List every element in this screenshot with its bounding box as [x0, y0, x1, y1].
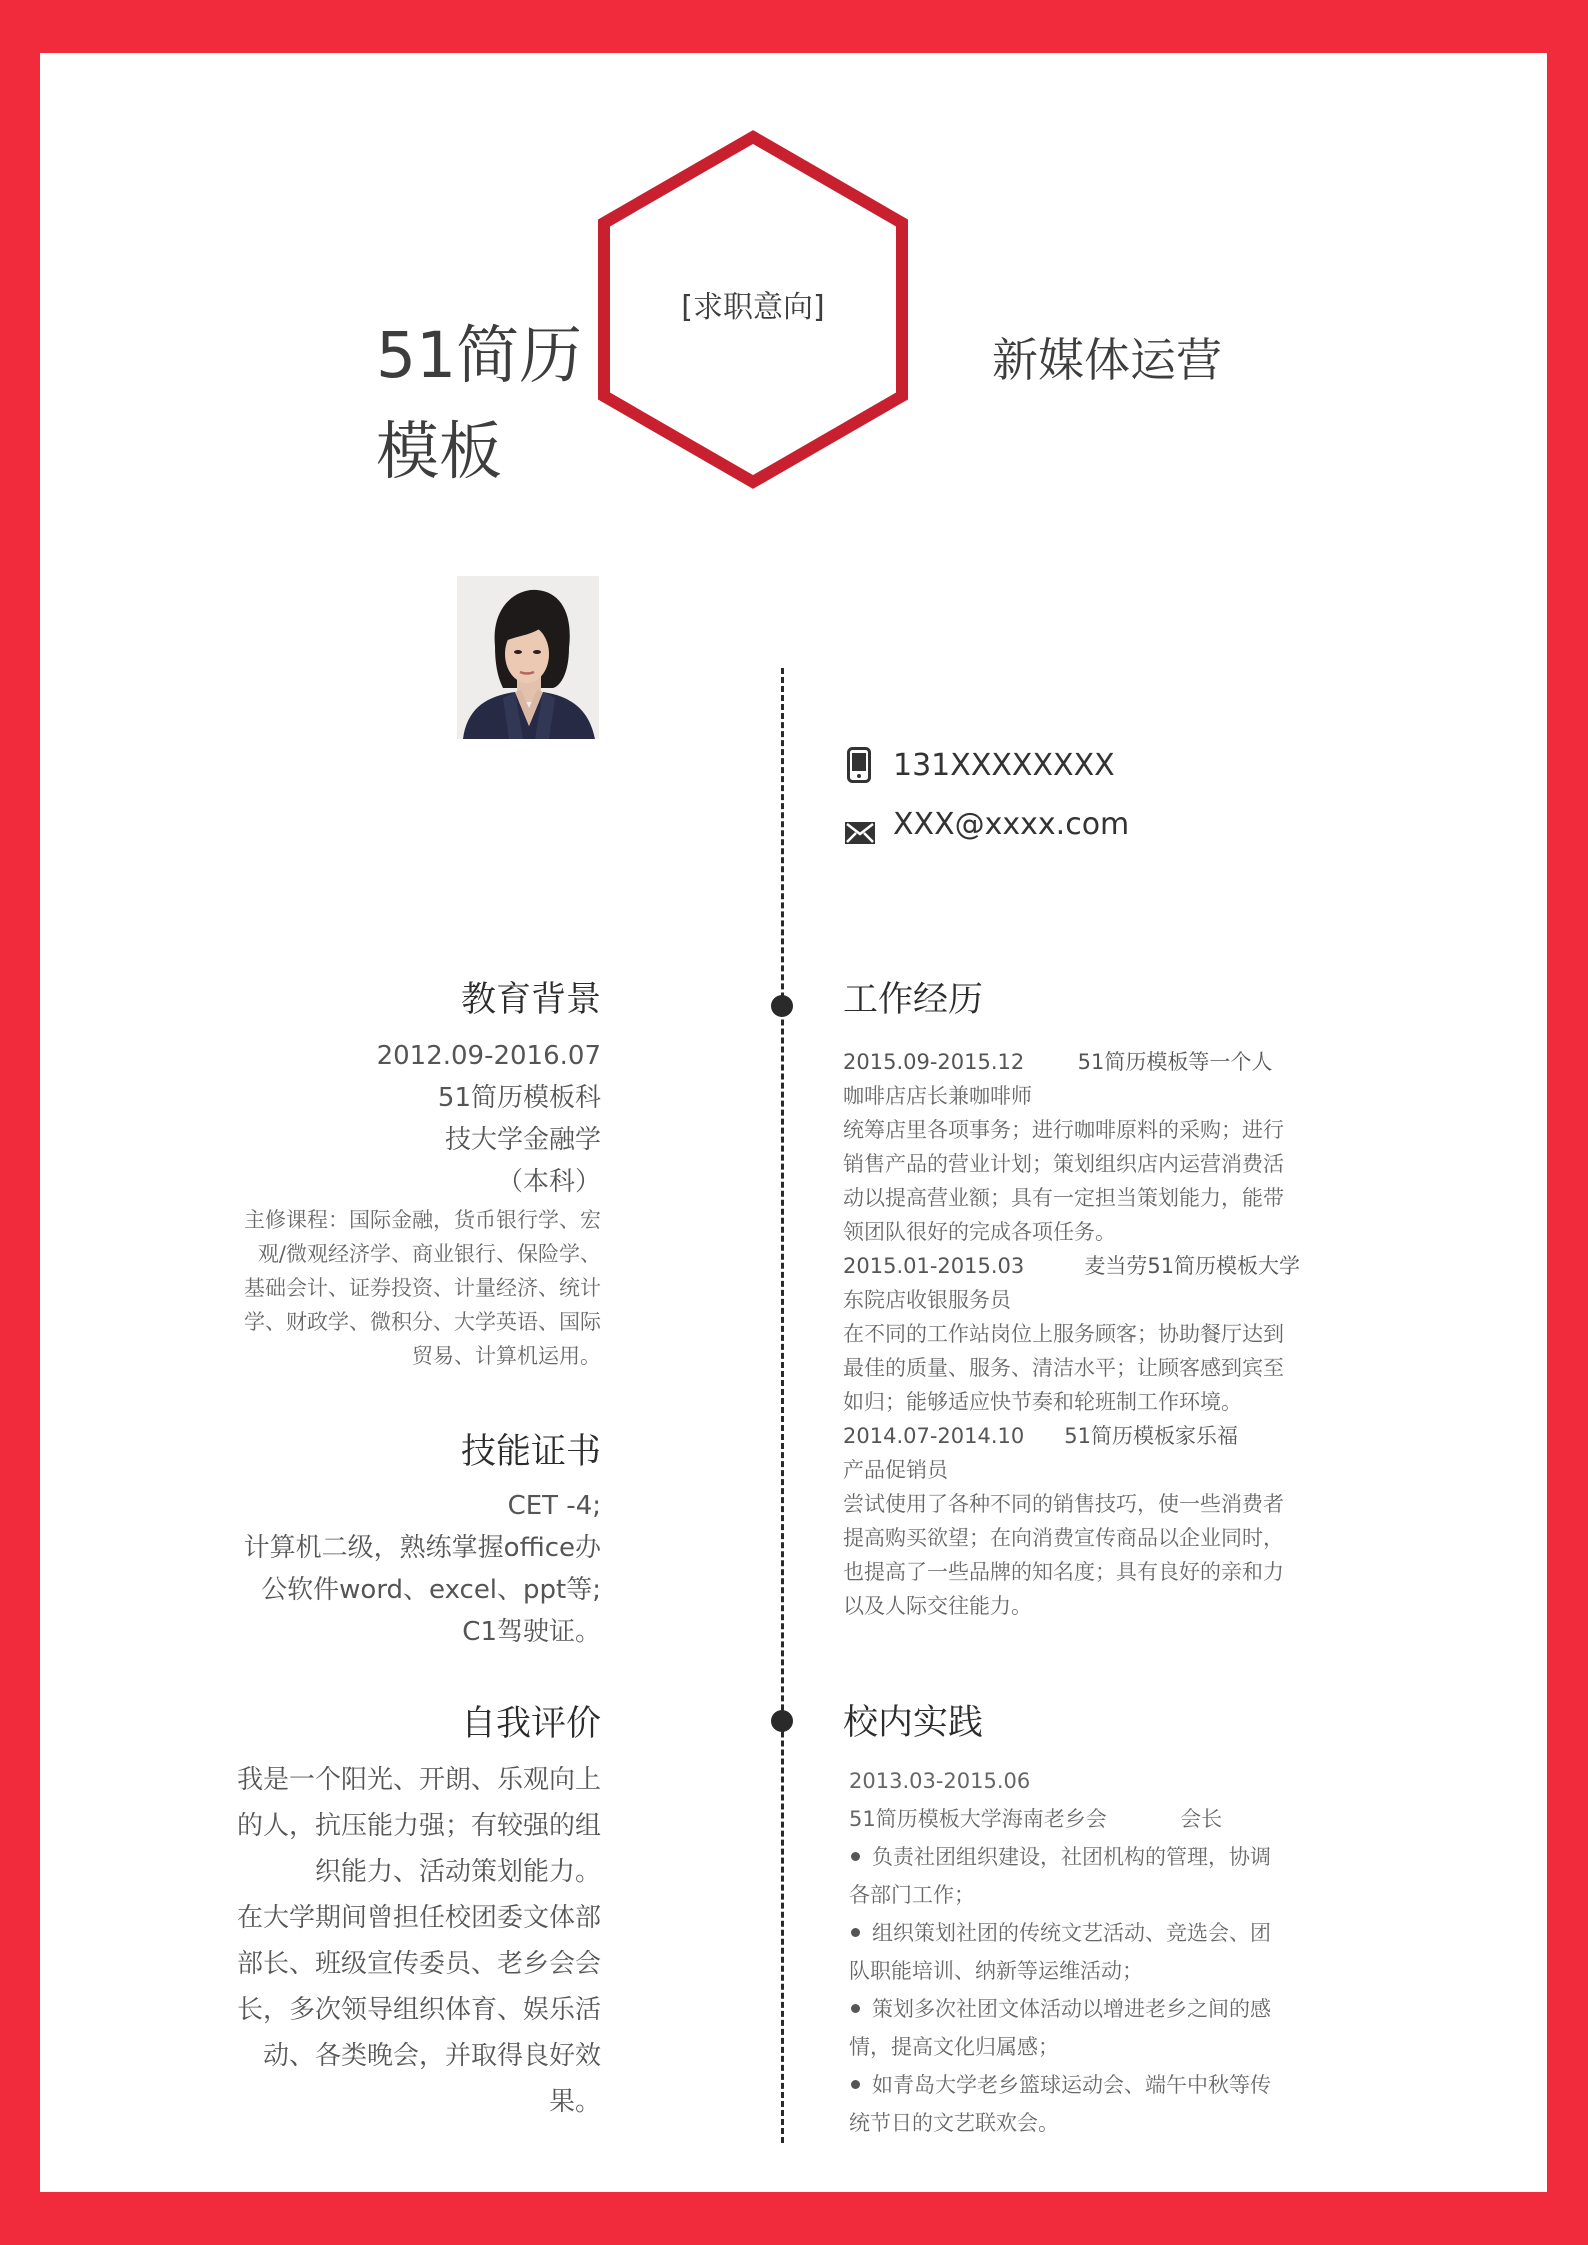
bullet-icon: [851, 2080, 860, 2089]
job-desc-line: 以及人际交往能力。: [843, 1594, 1032, 1618]
education-period: 2012.09-2016.07: [376, 1041, 601, 1071]
bullet-icon: [851, 1852, 860, 1861]
campus-period: 2013.03-2015.06: [849, 1769, 1031, 1793]
education-block: [244, 1035, 601, 1373]
campus-block: [849, 1762, 1319, 2142]
self-eval-line: 的人，抗压能力强；有较强的组: [236, 1811, 601, 1841]
job-role: 咖啡店店长兼咖啡师: [843, 1084, 1032, 1108]
campus-bullet-cont: 情，提高文化归属感；: [849, 2035, 1059, 2059]
education-course-line: 贸易、计算机运用。: [412, 1344, 601, 1368]
self-eval-line: 果。: [548, 2087, 601, 2117]
education-title: 教育背景: [460, 980, 601, 1020]
self-eval-block: [237, 1757, 601, 2125]
work-block: [843, 1045, 1313, 1623]
skill-line: CET -4;: [507, 1491, 601, 1521]
job-objective: 新媒体运营: [992, 333, 1222, 387]
job-header: 2015.09-2015.12 51简历模板等一个人: [843, 1050, 1273, 1074]
self-eval-line: 长，多次领导组织体育、娱乐活: [236, 1995, 601, 2025]
job-desc-line: 动以提高营业额；具有一定担当策划能力，能带: [843, 1186, 1284, 1210]
job-desc-line: 如归；能够适应快节奏和轮班制工作环境。: [843, 1390, 1242, 1414]
campus-title: 校内实践: [843, 1703, 984, 1743]
skill-line: C1驾驶证。: [462, 1617, 601, 1647]
education-school-line1: 51简历模板科: [437, 1083, 601, 1113]
campus-bullet-cont: 队职能培训、纳新等运维活动；: [849, 1959, 1143, 1983]
job-desc-line: 统筹店里各项事务；进行咖啡原料的采购；进行: [843, 1118, 1284, 1142]
education-course-line: 主修课程：国际金融，货币银行学、宏: [244, 1208, 601, 1232]
education-course-line: 学、财政学、微积分、大学英语、国际: [244, 1310, 601, 1334]
skill-line: 计算机二级，熟练掌握office办: [243, 1533, 601, 1563]
job-objective-label: [求职意向]: [681, 290, 825, 325]
self-eval-line: 部长、班级宣传委员、老乡会会: [236, 1949, 601, 1979]
job-header: 2015.01-2015.03 麦当劳51简历模板大学: [843, 1254, 1301, 1278]
skills-title: 技能证书: [460, 1432, 601, 1472]
email-address: XXX@xxxx.com: [893, 807, 1130, 842]
bullet-icon: [851, 2004, 860, 2013]
job-desc-line: 也提高了一些品牌的知名度；具有良好的亲和力: [843, 1560, 1284, 1584]
campus-bullet: 组织策划社团的传统文艺活动、竞选会、团: [849, 1914, 1319, 1952]
job-role: 东院店收银服务员: [843, 1288, 1011, 1312]
timeline-dot-work: [771, 995, 793, 1017]
self-eval-line: 我是一个阳光、开朗、乐观向上: [236, 1765, 601, 1795]
education-course-line: 观/微观经济学、商业银行、保险学、: [257, 1242, 601, 1266]
self-eval-line: 动、各类晚会，并取得良好效: [262, 2041, 601, 2071]
job-desc-line: 在不同的工作站岗位上服务顾客；协助餐厅达到: [843, 1322, 1284, 1346]
name-line-2: 模板: [376, 415, 502, 488]
mail-icon: [845, 822, 875, 844]
phone-number: 131XXXXXXXX: [893, 748, 1115, 783]
profile-photo: [457, 576, 599, 739]
education-degree: （本科）: [496, 1167, 601, 1197]
job-desc-line: 尝试使用了各种不同的销售技巧，使一些消费者: [843, 1492, 1284, 1516]
timeline-line: [781, 668, 784, 2143]
job-desc-line: 销售产品的营业计划；策划组织店内运营消费活: [843, 1152, 1284, 1176]
campus-bullet-cont: 统节日的文艺联欢会。: [849, 2111, 1059, 2135]
campus-bullet: 负责社团组织建设，社团机构的管理，协调: [849, 1838, 1319, 1876]
skill-line: 公软件word、excel、ppt等;: [261, 1575, 601, 1605]
self-eval-title: 自我评价: [460, 1704, 601, 1744]
timeline-dot-campus: [771, 1710, 793, 1732]
work-title: 工作经历: [843, 980, 984, 1020]
job-header: 2014.07-2014.10 51简历模板家乐福: [843, 1424, 1239, 1448]
skills-block: [244, 1485, 601, 1653]
self-eval-line: 在大学期间曾担任校团委文体部: [236, 1903, 601, 1933]
education-course-line: 基础会计、证券投资、计量经济、统计: [244, 1276, 601, 1300]
job-desc-line: 提高购买欲望；在向消费宣传商品以企业同时，: [843, 1526, 1284, 1550]
campus-org: 51简历模板大学海南老乡会 会长: [849, 1807, 1223, 1831]
bullet-icon: [851, 1928, 860, 1937]
name-line-1: 51简历: [376, 319, 583, 392]
job-desc-line: 领团队很好的完成各项任务。: [843, 1220, 1116, 1244]
campus-bullet: 如青岛大学老乡篮球运动会、端午中秋等传: [849, 2066, 1319, 2104]
phone-icon: [847, 747, 871, 783]
job-desc-line: 最佳的质量、服务、清洁水平；让顾客感到宾至: [843, 1356, 1284, 1380]
self-eval-line: 织能力、活动策划能力。: [314, 1857, 601, 1887]
job-role: 产品促销员: [843, 1458, 948, 1482]
campus-bullet: 策划多次社团文体活动以增进老乡之间的感: [849, 1990, 1319, 2028]
campus-bullet-cont: 各部门工作；: [849, 1883, 975, 1907]
education-school-line2: 技大学金融学: [444, 1125, 601, 1155]
